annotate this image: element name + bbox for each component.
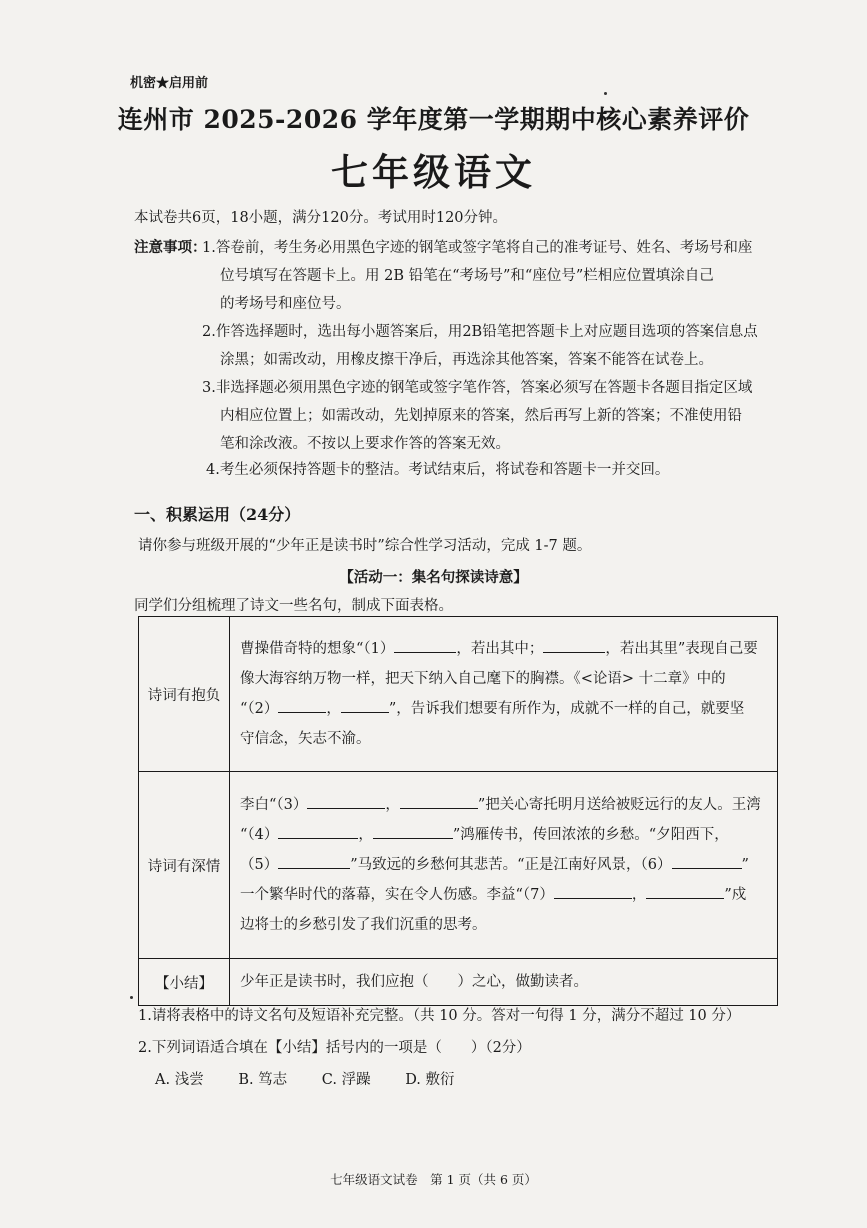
- options-row: [155, 1068, 485, 1089]
- answer-blank-4a[interactable]: [278, 822, 358, 839]
- content-text: ”马致远的乡愁何其悲苦。“正是江南好风景，（6）: [350, 857, 672, 873]
- answer-blank-2b[interactable]: [341, 696, 389, 713]
- content-text: 曹操借奇特的想象“（1）: [240, 641, 395, 657]
- content-text: ”: [741, 857, 749, 873]
- option-d[interactable]: D. 敷衍: [405, 1072, 455, 1088]
- content-text: 一个繁华时代的落幕，实在令人伤感。李益“（7）: [240, 887, 554, 903]
- table-intro: 同学们分组梳理了诗文一些名句，制成下面表格。: [134, 598, 453, 614]
- page-footer: 七年级语文试卷 第 1 页（共 6 页）: [330, 1172, 537, 1187]
- subject-title: 七年级语文: [331, 150, 536, 194]
- content-text: ”鸿雁传书，传回浓浓的乡愁。“夕阳西下，: [452, 827, 729, 843]
- content-cell: [230, 772, 778, 959]
- section-description: 请你参与班级开展的“少年正是读书时”综合性学习活动，完成 1-7 题。: [138, 538, 592, 554]
- notice-item-2: 2.作答选择题时，选出每小题答案后，用2B铅笔把答题卡上对应题目选项的答案信息点: [202, 324, 758, 340]
- confidential-mark: 机密★启用前: [130, 76, 209, 91]
- content-cell: [230, 617, 778, 772]
- content-text: ，若出其中；: [456, 641, 544, 657]
- content-line: 边将士的乡愁引发了我们沉重的思考。: [240, 917, 487, 933]
- content-line: [240, 694, 767, 724]
- notice-item-1-line-3: 的考场号和座位号。: [220, 296, 351, 312]
- content-text: ”把关心寄托明月送给被贬远行的友人。王湾: [477, 797, 761, 813]
- answer-blank-3b[interactable]: [400, 792, 478, 809]
- content-text: ，若出其里”表现自己要: [605, 641, 758, 657]
- question-1: 1.请将表格中的诗文名句及短语补充完整。（共 10 分。答对一句得 1 分，满分不超过 10 分）: [138, 1008, 741, 1024]
- content-text: 李白“（3）: [240, 797, 308, 813]
- table-row: [139, 617, 778, 772]
- content-text: ，: [631, 887, 647, 903]
- answer-blank-6[interactable]: [672, 852, 742, 869]
- answer-blank-1[interactable]: [394, 636, 456, 653]
- notice-item-1: 1.答卷前，考生务必用黑色字迹的钢笔或签字笔将自己的准考证号、姓名、考场号和座: [202, 240, 753, 256]
- content-line: [240, 634, 767, 664]
- notice-item-2-line-2: 涂黑；如需改动，用橡皮擦干净后，再选涂其他答案，答案不能答在试卷上。: [220, 352, 713, 368]
- notice-item-4: 4.考生必须保持答题卡的整洁。考试结束后，将试卷和答题卡一并交回。: [206, 462, 670, 478]
- content-cell: 少年正是读书时，我们应抱（ ）之心，做勤读者。: [230, 959, 778, 1006]
- answer-blank-7a[interactable]: [554, 882, 632, 899]
- option-b[interactable]: B. 笃志: [238, 1072, 288, 1088]
- content-line: 像大海容纳万物一样，把天下纳入自己麾下的胸襟。《<论语> 十二章》中的: [240, 671, 726, 687]
- notice-item-3: 3.非选择题必须用黑色字迹的钢笔或签字笔作答，答案必须写在答题卡各题目指定区域: [202, 380, 753, 396]
- section-heading: 一、积累运用（24分）: [134, 505, 301, 524]
- answer-blank-4b[interactable]: [373, 822, 453, 839]
- exam-intro: 本试卷共6页，18小题，满分120分。考试用时120分钟。: [134, 210, 508, 226]
- content-text: ”，告诉我们想要有所作为，成就不一样的自己，就要坚: [388, 701, 745, 717]
- table-row: [139, 772, 778, 959]
- notice-item-1-line-2: 位号填写在答题卡上。用 2B 铅笔在“考场号”和“座位号”栏相应位置填涂自己: [220, 268, 714, 284]
- answer-blank-2a[interactable]: [278, 696, 326, 713]
- content-text: ，: [358, 827, 373, 843]
- table-row: [139, 959, 778, 1006]
- category-cell: 诗词有抱负: [139, 617, 230, 772]
- answer-blank-3a[interactable]: [307, 792, 385, 809]
- margin-dot: [130, 996, 133, 999]
- answer-blank-7b[interactable]: [646, 882, 724, 899]
- activity-title: 【活动一：集名句探读诗意】: [339, 569, 528, 586]
- notice-item-3-line-2: 内相应位置上；如需改动，先划掉原来的答案，然后再写上新的答案；不准使用铅: [220, 408, 742, 424]
- content-line: 守信念，矢志不渝。: [240, 731, 371, 747]
- content-text: ，: [385, 797, 400, 813]
- content-line: [240, 790, 767, 820]
- category-cell: 【小结】: [139, 959, 230, 1006]
- option-a[interactable]: A. 浅尝: [155, 1072, 204, 1088]
- content-line: [240, 820, 767, 850]
- content-text: ”戍: [724, 887, 747, 903]
- poem-table: [138, 616, 778, 1006]
- option-c[interactable]: C. 浮躁: [321, 1072, 371, 1088]
- question-2: 2.下列词语适合填在【小结】括号内的一项是（ ）（2分）: [138, 1040, 531, 1056]
- answer-blank-5[interactable]: [278, 852, 350, 869]
- content-line: [240, 850, 767, 880]
- notice-item-3-line-3: 笔和涂改液。不按以上要求作答的答案无效。: [220, 436, 510, 452]
- content-text: “（2）: [240, 701, 279, 717]
- content-text: （5）: [240, 857, 279, 873]
- answer-blank-1b[interactable]: [543, 636, 605, 653]
- margin-dot: [604, 92, 607, 95]
- content-text: “（4）: [240, 827, 279, 843]
- exam-title: 连州市 2025-2026 学年度第一学期期中核心素养评价: [117, 105, 750, 134]
- content-line: [240, 880, 767, 910]
- content-text: ，: [326, 701, 341, 717]
- notice-label: 注意事项：: [134, 239, 207, 256]
- category-cell: 诗词有深情: [139, 772, 230, 959]
